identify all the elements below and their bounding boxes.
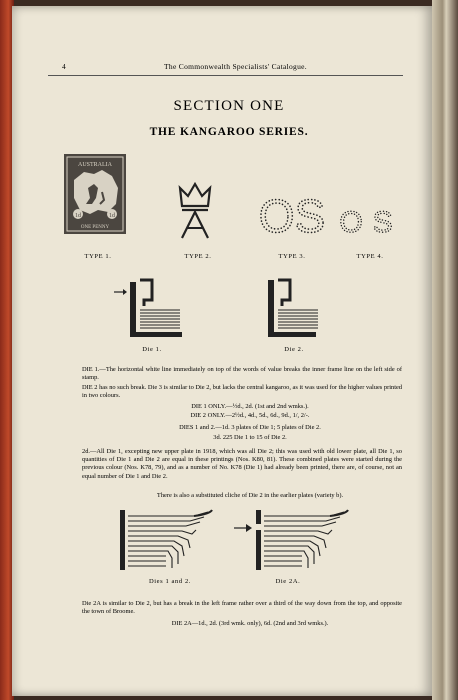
dies-1-2-frame-illustration <box>118 508 214 572</box>
running-header <box>48 62 403 76</box>
perfin-text-large: OS <box>258 190 326 242</box>
type-4-label: TYPE 4. <box>356 253 384 260</box>
dies-1-2-label: Dies 1 and 2. <box>148 578 192 585</box>
die-2a-frame-illustration <box>232 508 352 572</box>
os-perfin-large-illustration <box>258 190 326 242</box>
stamp-top-text: AUSTRALIA <box>78 162 112 168</box>
stamp-value-left: 1d <box>75 213 81 219</box>
die-2-illustration <box>266 276 322 340</box>
die-2-paragraph: DIE 2 has no such break. Die 3 is similar to Die 2, but lacks the central kangaroo, as it was used for the higher values printed in two colours. <box>82 384 402 400</box>
dies-1-2-line-b: 3d. 225 Die 1 to 15 of Die 2. <box>213 434 287 441</box>
dies-1-2-line-a: DIES 1 and 2.—1d. 3 plates of Die 1; 5 plates of Die 2. <box>179 424 321 431</box>
page-number: 4 <box>62 62 67 71</box>
die-2a-label: Die 2A. <box>275 578 301 585</box>
die-1-paragraph: DIE 1.—The horizontal white line immediately on top of the words of value breaks the inner frame line on the left side of stamp. <box>82 366 402 382</box>
cliche-note: There is also a substituted cliche of Die 2 in the earlier plates (variety b). <box>156 492 344 499</box>
kangaroo-stamp-illustration <box>64 154 126 234</box>
die-2-label: Die 2. <box>284 346 304 353</box>
two-pence-paragraph: 2d.—All Die 1, excepting new upper plate in 1918, which was all Die 2; this was used with old lower plate, all Die 1, so quantities of Die 1 and Die 2 are equal in these printings (Nos. K80, 81). These combined plates were started during the previous colour (Nos. K78, 79), and as a number of No. K78 (Die 1) had already been printed, there are, of course, not an equal number of Die 1 and Die 2. <box>82 448 402 480</box>
type-1-label: TYPE 1. <box>84 253 112 260</box>
die-2a-only-line: DIE 2A—1d., 2d. (3rd wmk. only), 6d. (2nd and 3rd wmks.). <box>171 620 329 627</box>
perfin-text-small: OS <box>339 206 403 239</box>
die-1-label: Die 1. <box>142 346 162 353</box>
die-1-illustration <box>112 276 182 340</box>
section-title: SECTION ONE <box>173 98 285 114</box>
stamp-bottom-text: ONE PENNY <box>80 225 110 230</box>
die-2-only-line: DIE 2 ONLY.—2½d., 4d., 5d., 6d., 9d., 1/, 2/-. <box>190 412 310 419</box>
type-3-label: TYPE 3. <box>278 253 306 260</box>
crown-a-perfin-illustration <box>176 180 214 242</box>
stamp-value-right: 1d <box>109 213 115 219</box>
type-2-label: TYPE 2. <box>184 253 212 260</box>
series-title: THE KANGAROO SERIES. <box>149 126 309 138</box>
running-title: The Commonwealth Specialists' Catalogue. <box>164 62 307 71</box>
die-2a-paragraph: Die 2A is similar to Die 2, but has a break in the left frame rather over a third of the way down from the top, and opposite the town of Broome. <box>82 600 402 616</box>
die-1-only-line: DIE 1 ONLY.—½d., 2d. (1st and 2nd wmks.). <box>191 403 309 410</box>
os-perfin-small-illustration <box>339 204 403 240</box>
